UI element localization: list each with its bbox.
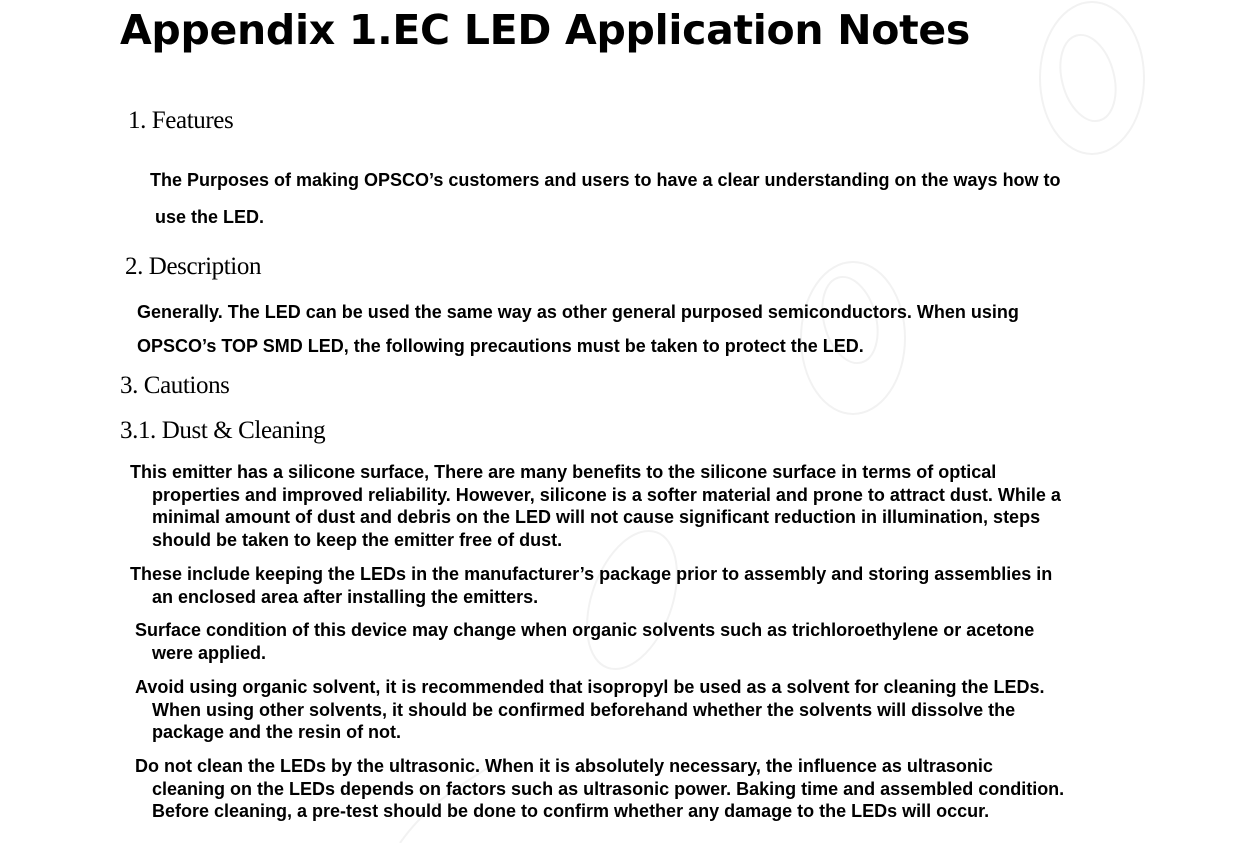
- paragraph-line: When using other solvents, it should be confirmed beforehand whether the solvents will dissolve the: [152, 699, 1016, 720]
- dust-paragraph-1: [130, 461, 1061, 551]
- dust-paragraph-4: [135, 676, 1045, 744]
- dust-cleaning-heading: 3.1. Dust & Cleaning: [120, 417, 326, 444]
- dust-paragraph-5: [135, 755, 1064, 823]
- dust-paragraph-2: [130, 563, 1052, 608]
- description-paragraph: [137, 295, 1019, 363]
- page-title: Appendix 1.EC LED Application Notes: [120, 6, 971, 54]
- paragraph-line: package and the resin of not.: [152, 722, 402, 742]
- features-heading: 1. Features: [128, 107, 234, 134]
- paragraph-line: were applied.: [152, 642, 267, 663]
- paragraph-line: Do not clean the LEDs by the ultrasonic. When it is absolutely necessary, the influence as ultrasonic: [135, 756, 993, 776]
- paragraph-line: Avoid using organic solvent, it is recommended that isopropyl be used as a solvent for cleaning the LEDs.: [135, 677, 1045, 697]
- paragraph-line: Generally. The LED can be used the same way as other general purposed semiconductors. When using: [137, 302, 1019, 322]
- dust-paragraph-3: [135, 619, 1034, 664]
- description-heading: 2. Description: [125, 253, 262, 280]
- paragraph-line: an enclosed area after installing the emitters.: [152, 586, 539, 607]
- paragraph-line: cleaning on the LEDs depends on factors such as ultrasonic power. Baking time and assembled condition.: [152, 778, 1065, 799]
- paragraph-line: This emitter has a silicone surface, There are many benefits to the silicone surface in terms of optical: [130, 462, 997, 482]
- features-paragraph: [150, 162, 1061, 236]
- paragraph-line: OPSCO’s TOP SMD LED, the following precautions must be taken to protect the LED.: [137, 336, 864, 356]
- cautions-heading: 3. Cautions: [120, 372, 230, 399]
- paragraph-line: use the LED.: [155, 207, 265, 227]
- paragraph-line: properties and improved reliability. However, silicone is a softer material and prone to attract dust. While a: [152, 484, 1061, 505]
- paragraph-line: Before cleaning, a pre-test should be done to confirm whether any damage to the LEDs will occur.: [152, 801, 990, 821]
- paragraph-line: The Purposes of making OPSCO’s customers and users to have a clear understanding on the ways how to: [150, 170, 1061, 190]
- paragraph-line: Surface condition of this device may change when organic solvents such as trichloroethylene or acetone: [135, 620, 1035, 640]
- paragraph-line: minimal amount of dust and debris on the LED will not cause significant reduction in illumination, steps: [152, 507, 1041, 527]
- paragraph-line: should be taken to keep the emitter free of dust.: [152, 529, 563, 550]
- paragraph-line: These include keeping the LEDs in the manufacturer’s package prior to assembly and storing assemblies in: [130, 564, 1053, 584]
